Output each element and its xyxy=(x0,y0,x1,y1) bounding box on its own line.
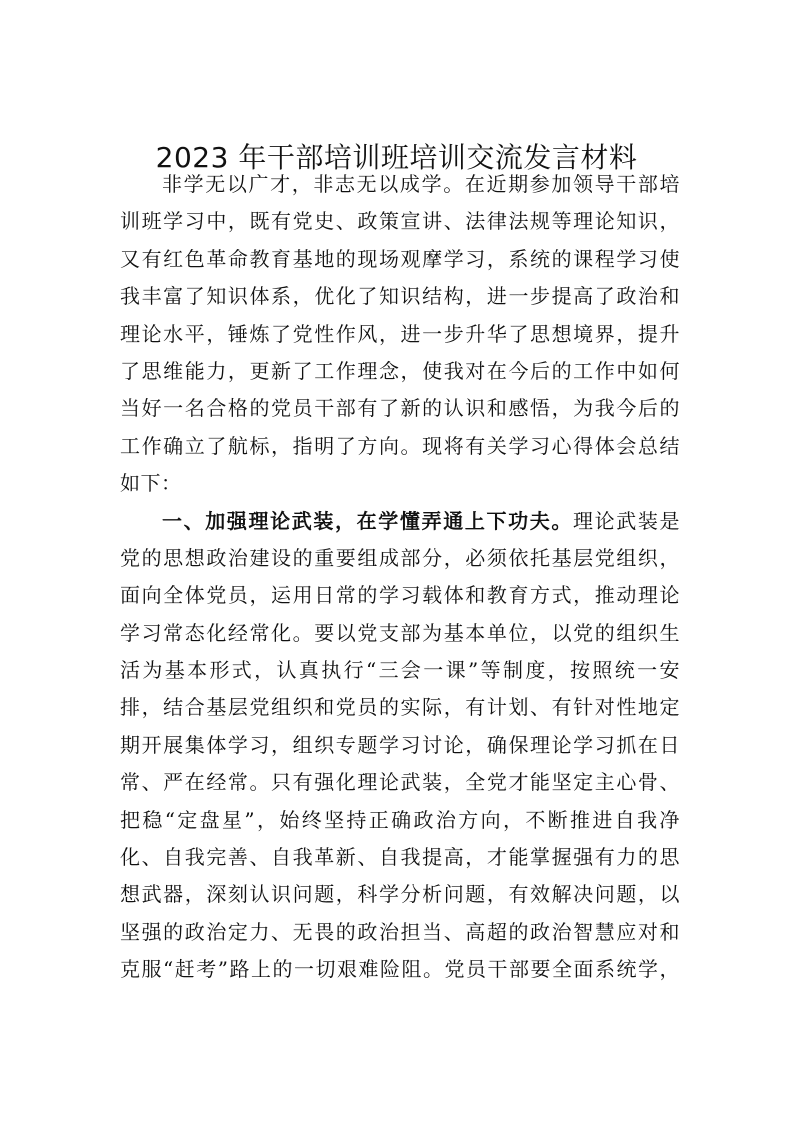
paragraph-line: 如下： xyxy=(120,471,182,496)
section-heading-line xyxy=(120,503,680,540)
paragraph-line: 当好一名合格的党员干部有了新的认识和感悟，为我今后的 xyxy=(120,396,680,421)
paragraph-line: 克服“赶考”路上的一切艰难险阻。党员干部要全面系统学， xyxy=(120,957,680,982)
paragraph-line: 非学无以广才，非志无以成学。在近期参加领导干部培 xyxy=(162,172,680,196)
paragraph-line: 训班学习中，既有党史、政策宣讲、法律法规等理论知识， xyxy=(120,209,680,234)
paragraph-line: 又有红色革命教育基地的现场观摩学习，系统的课程学习使 xyxy=(120,246,680,271)
document-title: 2023 年干部培训班培训交流发言材料 xyxy=(155,141,638,174)
paragraph-line: 期开展集体学习，组织专题学习讨论，确保理论学习抓在日 xyxy=(120,732,680,757)
paragraph-line: 面向全体党员，运用日常的学习载体和教育方式，推动理论 xyxy=(120,583,680,608)
section-heading: 一、加强理论武装，在学懂弄通上下功夫。 xyxy=(162,508,573,533)
paragraph-line: 工作确立了航标，指明了方向。现将有关学习心得体会总结 xyxy=(120,433,680,458)
paragraph-line: 把稳“定盘星”，始终坚持正确政治方向，不断推进自我净 xyxy=(120,807,680,832)
paragraph-line: 党的思想政治建设的重要组成部分，必须依托基层党组织， xyxy=(120,545,680,570)
paragraph-line: 想武器，深刻认识问题，科学分析问题，有效解决问题，以 xyxy=(120,882,680,907)
paragraph-line: 学习常态化经常化。要以党支部为基本单位，以党的组织生 xyxy=(120,620,680,645)
paragraph-line: 了思维能力，更新了工作理念，使我对在今后的工作中如何 xyxy=(120,358,680,383)
paragraph-line: 坚强的政治定力、无畏的政治担当、高超的政治智慧应对和 xyxy=(120,919,680,944)
paragraph-text: 理论武装是 xyxy=(572,508,681,533)
paragraph-line: 我丰富了知识体系，优化了知识结构，进一步提高了政治和 xyxy=(120,284,680,309)
paragraph-line: 排，结合基层党组织和党员的实际，有计划、有针对性地定 xyxy=(120,695,680,720)
paragraph-line: 理论水平，锤炼了党性作风，进一步升华了思想境界，提升 xyxy=(120,321,680,346)
paragraph-line: 活为基本形式，认真执行“三会一课”等制度，按照统一安 xyxy=(120,658,680,683)
paragraph-line: 化、自我完善、自我革新、自我提高，才能掌握强有力的思 xyxy=(120,845,680,870)
document-body xyxy=(120,166,680,989)
paragraph-line: 常、严在经常。只有强化理论武装，全党才能坚定主心骨、 xyxy=(120,770,680,795)
